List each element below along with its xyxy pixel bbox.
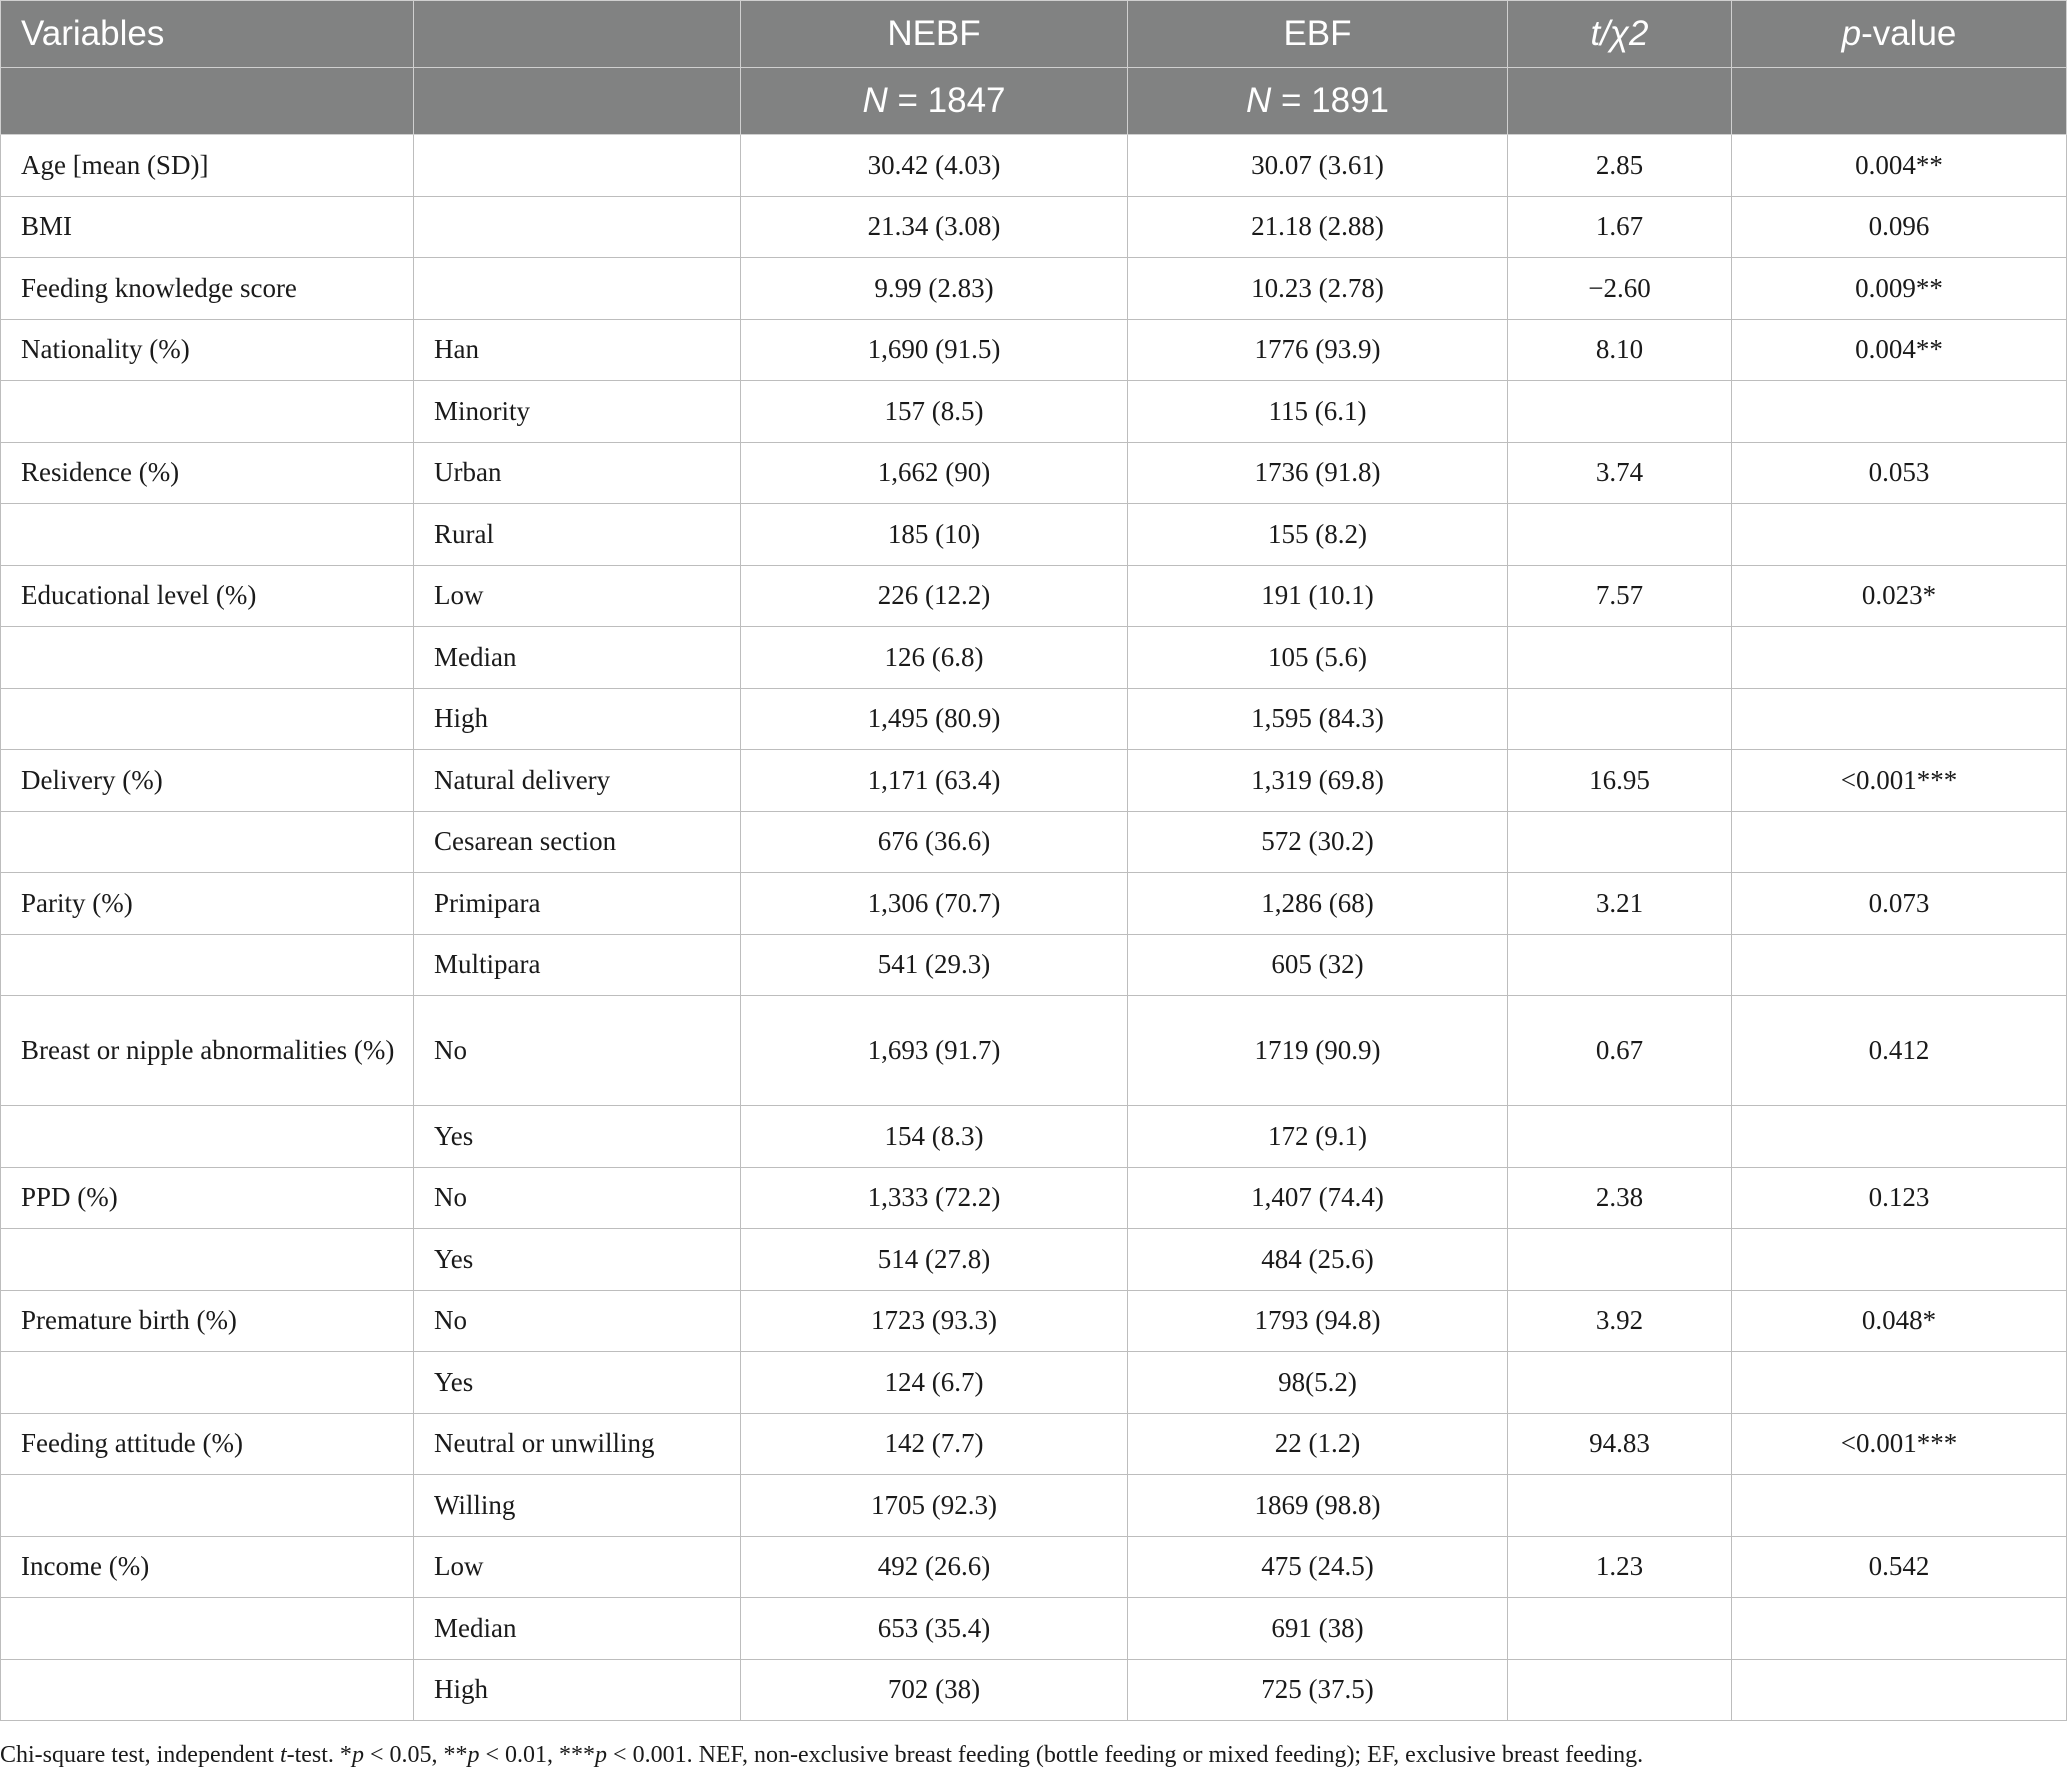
stat-cell: 2.38 [1508,1167,1732,1229]
stat-cell [1508,934,1732,996]
ebf-cell: 1,407 (74.4) [1128,1167,1508,1229]
nebf-cell: 30.42 (4.03) [741,135,1128,197]
footnote-p: p [351,1742,364,1768]
stat-cell [1508,627,1732,689]
ebf-cell: 484 (25.6) [1128,1229,1508,1291]
ebf-cell: 105 (5.6) [1128,627,1508,689]
variable-cell [1,381,414,443]
pvalue-cell: 0.004** [1732,135,2067,197]
pvalue-cell: 0.009** [1732,258,2067,320]
ebf-cell: 1869 (98.8) [1128,1475,1508,1537]
table-header [1,1,2067,135]
header-ebf-n-label: N [1245,81,1272,120]
pvalue-cell: <0.001*** [1732,750,2067,812]
table-row [1,1290,2067,1352]
table-row [1,1536,2067,1598]
nebf-cell: 1,306 (70.7) [741,873,1128,935]
footnote-p: p [467,1742,480,1768]
pvalue-cell: 0.073 [1732,873,2067,935]
table-row [1,688,2067,750]
variable-cell [1,627,414,689]
stat-cell: −2.60 [1508,258,1732,320]
subcategory-cell: High [414,688,741,750]
variable-cell: Delivery (%) [1,750,414,812]
table-row [1,565,2067,627]
stat-cell [1508,688,1732,750]
table-row [1,196,2067,258]
ebf-cell: 605 (32) [1128,934,1508,996]
pvalue-cell: 0.412 [1732,996,2067,1106]
footnote-t: t [279,1742,287,1768]
header-n-row [1,68,2067,135]
ebf-cell: 191 (10.1) [1128,565,1508,627]
variable-cell: Age [mean (SD)] [1,135,414,197]
variable-cell: Breast or nipple abnormalities (%) [1,996,414,1106]
subcategory-cell: Median [414,1598,741,1660]
ebf-cell: 10.23 (2.78) [1128,258,1508,320]
header-nebf-n [741,68,1128,135]
stat-cell [1508,1352,1732,1414]
table-footnote [0,1742,2067,1769]
nebf-cell: 124 (6.7) [741,1352,1128,1414]
table-row [1,135,2067,197]
ebf-cell: 1,286 (68) [1128,873,1508,935]
table-row [1,1106,2067,1168]
variable-cell: Nationality (%) [1,319,414,381]
nebf-cell: 1,662 (90) [741,442,1128,504]
pvalue-cell: 0.123 [1732,1167,2067,1229]
subcategory-cell: High [414,1659,741,1721]
footnote-text: < 0.05, ** [363,1742,468,1768]
header-ebf: EBF [1128,1,1508,68]
variable-cell: PPD (%) [1,1167,414,1229]
stat-cell: 3.74 [1508,442,1732,504]
pvalue-cell [1732,381,2067,443]
subcategory-cell: Han [414,319,741,381]
variable-cell: Premature birth (%) [1,1290,414,1352]
stat-cell [1508,1598,1732,1660]
nebf-cell: 676 (36.6) [741,811,1128,873]
subcategory-cell: Low [414,1536,741,1598]
ebf-cell: 1,595 (84.3) [1128,688,1508,750]
ebf-cell: 30.07 (3.61) [1128,135,1508,197]
nebf-cell: 157 (8.5) [741,381,1128,443]
variable-cell [1,504,414,566]
stat-cell: 1.23 [1508,1536,1732,1598]
variable-cell: Educational level (%) [1,565,414,627]
nebf-cell: 653 (35.4) [741,1598,1128,1660]
nebf-cell: 1,171 (63.4) [741,750,1128,812]
header-statistic [1508,1,1732,68]
table-row [1,1229,2067,1291]
variable-cell: Income (%) [1,1536,414,1598]
ebf-cell: 115 (6.1) [1128,381,1508,443]
stat-cell: 7.57 [1508,565,1732,627]
table-body [1,135,2067,1721]
subcategory-cell: No [414,996,741,1106]
pvalue-cell [1732,811,2067,873]
nebf-cell: 1705 (92.3) [741,1475,1128,1537]
variable-cell [1,1475,414,1537]
pvalue-cell: 0.023* [1732,565,2067,627]
pvalue-cell: 0.048* [1732,1290,2067,1352]
table-row [1,996,2067,1106]
header-n-empty-4 [1732,68,2067,135]
pvalue-cell [1732,1475,2067,1537]
header-nebf-n-label: N [862,81,888,120]
nebf-cell: 142 (7.7) [741,1413,1128,1475]
subcategory-cell: Neutral or unwilling [414,1413,741,1475]
stat-cell: 0.67 [1508,996,1732,1106]
ebf-cell: 725 (37.5) [1128,1659,1508,1721]
ebf-cell: 172 (9.1) [1128,1106,1508,1168]
header-n-empty-2 [414,68,741,135]
table-row [1,1475,2067,1537]
header-statistic-text: t/χ2 [1590,14,1649,53]
variable-cell: BMI [1,196,414,258]
nebf-cell: 226 (12.2) [741,565,1128,627]
nebf-cell: 126 (6.8) [741,627,1128,689]
header-nebf: NEBF [741,1,1128,68]
table-row [1,1598,2067,1660]
variable-cell: Parity (%) [1,873,414,935]
nebf-cell: 702 (38) [741,1659,1128,1721]
subcategory-cell: Multipara [414,934,741,996]
subcategory-cell [414,135,741,197]
subcategory-cell: Median [414,627,741,689]
stat-cell: 3.21 [1508,873,1732,935]
subcategory-cell: Minority [414,381,741,443]
ebf-cell: 1793 (94.8) [1128,1290,1508,1352]
variable-cell [1,688,414,750]
ebf-cell: 155 (8.2) [1128,504,1508,566]
nebf-cell: 492 (26.6) [741,1536,1128,1598]
subcategory-cell [414,258,741,320]
stat-cell: 94.83 [1508,1413,1732,1475]
ebf-cell: 21.18 (2.88) [1128,196,1508,258]
header-pvalue-rest: -value [1861,14,1957,53]
stat-cell [1508,811,1732,873]
variable-cell [1,1352,414,1414]
ebf-cell: 98(5.2) [1128,1352,1508,1414]
header-n-empty-1 [1,68,414,135]
footnote-text: Chi-square test, independent [0,1742,280,1768]
footnote-text: < 0.01, *** [479,1742,596,1768]
stat-cell: 1.67 [1508,196,1732,258]
table-row [1,442,2067,504]
table-row [1,811,2067,873]
nebf-cell: 1723 (93.3) [741,1290,1128,1352]
nebf-cell: 1,495 (80.9) [741,688,1128,750]
table-row [1,1659,2067,1721]
variable-cell [1,811,414,873]
nebf-cell: 185 (10) [741,504,1128,566]
variable-cell [1,1106,414,1168]
variable-cell [1,934,414,996]
pvalue-cell [1732,1352,2067,1414]
table-row [1,319,2067,381]
stat-cell: 8.10 [1508,319,1732,381]
stat-cell: 3.92 [1508,1290,1732,1352]
ebf-cell: 1776 (93.9) [1128,319,1508,381]
pvalue-cell: 0.053 [1732,442,2067,504]
stat-cell: 16.95 [1508,750,1732,812]
stat-cell [1508,504,1732,566]
variable-cell [1,1229,414,1291]
pvalue-cell [1732,1229,2067,1291]
stat-cell: 2.85 [1508,135,1732,197]
table-row [1,627,2067,689]
subcategory-cell: Rural [414,504,741,566]
pvalue-cell: 0.542 [1732,1536,2067,1598]
header-pvalue-p: p [1841,14,1862,53]
table-row [1,258,2067,320]
footnote-text: < 0.001. NEF, non-exclusive breast feeding (bottle feeding or mixed feeding); EF, exclusive breast feeding. [607,1742,1644,1768]
subcategory-cell: Yes [414,1352,741,1414]
table-row [1,381,2067,443]
pvalue-cell [1732,1598,2067,1660]
footnote-text: -test. * [286,1742,352,1768]
nebf-cell: 154 (8.3) [741,1106,1128,1168]
header-ebf-n-value: = 1891 [1271,81,1390,120]
subcategory-cell [414,196,741,258]
footnote-p: p [595,1742,608,1768]
subcategory-cell: Primipara [414,873,741,935]
pvalue-cell [1732,1106,2067,1168]
subcategory-cell: Natural delivery [414,750,741,812]
pvalue-cell [1732,504,2067,566]
subcategory-cell: Willing [414,1475,741,1537]
ebf-cell: 475 (24.5) [1128,1536,1508,1598]
pvalue-cell [1732,934,2067,996]
header-nebf-n-value: = 1847 [887,81,1006,120]
pvalue-cell: 0.004** [1732,319,2067,381]
variable-cell [1,1598,414,1660]
variable-cell [1,1659,414,1721]
table-row [1,1167,2067,1229]
stat-cell [1508,1659,1732,1721]
ebf-cell: 1,319 (69.8) [1128,750,1508,812]
ebf-cell: 1719 (90.9) [1128,996,1508,1106]
table-row [1,934,2067,996]
nebf-cell: 21.34 (3.08) [741,196,1128,258]
header-variables: Variables [1,1,414,68]
subcategory-cell: Urban [414,442,741,504]
subcategory-cell: No [414,1290,741,1352]
stat-cell [1508,1475,1732,1537]
stat-cell [1508,1106,1732,1168]
table-row [1,504,2067,566]
pvalue-cell [1732,1659,2067,1721]
ebf-cell: 572 (30.2) [1128,811,1508,873]
table-row [1,1413,2067,1475]
header-subcategory [414,1,741,68]
variable-cell: Feeding knowledge score [1,258,414,320]
stat-cell [1508,1229,1732,1291]
nebf-cell: 1,693 (91.7) [741,996,1128,1106]
nebf-cell: 1,690 (91.5) [741,319,1128,381]
nebf-cell: 1,333 (72.2) [741,1167,1128,1229]
header-pvalue [1732,1,2067,68]
table-row [1,750,2067,812]
pvalue-cell: 0.096 [1732,196,2067,258]
nebf-cell: 9.99 (2.83) [741,258,1128,320]
stat-cell [1508,381,1732,443]
pvalue-cell: <0.001*** [1732,1413,2067,1475]
ebf-cell: 691 (38) [1128,1598,1508,1660]
subcategory-cell: No [414,1167,741,1229]
table-row [1,873,2067,935]
variable-cell: Residence (%) [1,442,414,504]
variable-cell: Feeding attitude (%) [1,1413,414,1475]
nebf-cell: 514 (27.8) [741,1229,1128,1291]
table-row [1,1352,2067,1414]
header-row [1,1,2067,68]
header-n-empty-3 [1508,68,1732,135]
subcategory-cell: Yes [414,1106,741,1168]
subcategory-cell: Low [414,565,741,627]
subcategory-cell: Cesarean section [414,811,741,873]
subcategory-cell: Yes [414,1229,741,1291]
pvalue-cell [1732,627,2067,689]
ebf-cell: 1736 (91.8) [1128,442,1508,504]
header-ebf-n [1128,68,1508,135]
ebf-cell: 22 (1.2) [1128,1413,1508,1475]
pvalue-cell [1732,688,2067,750]
nebf-cell: 541 (29.3) [741,934,1128,996]
